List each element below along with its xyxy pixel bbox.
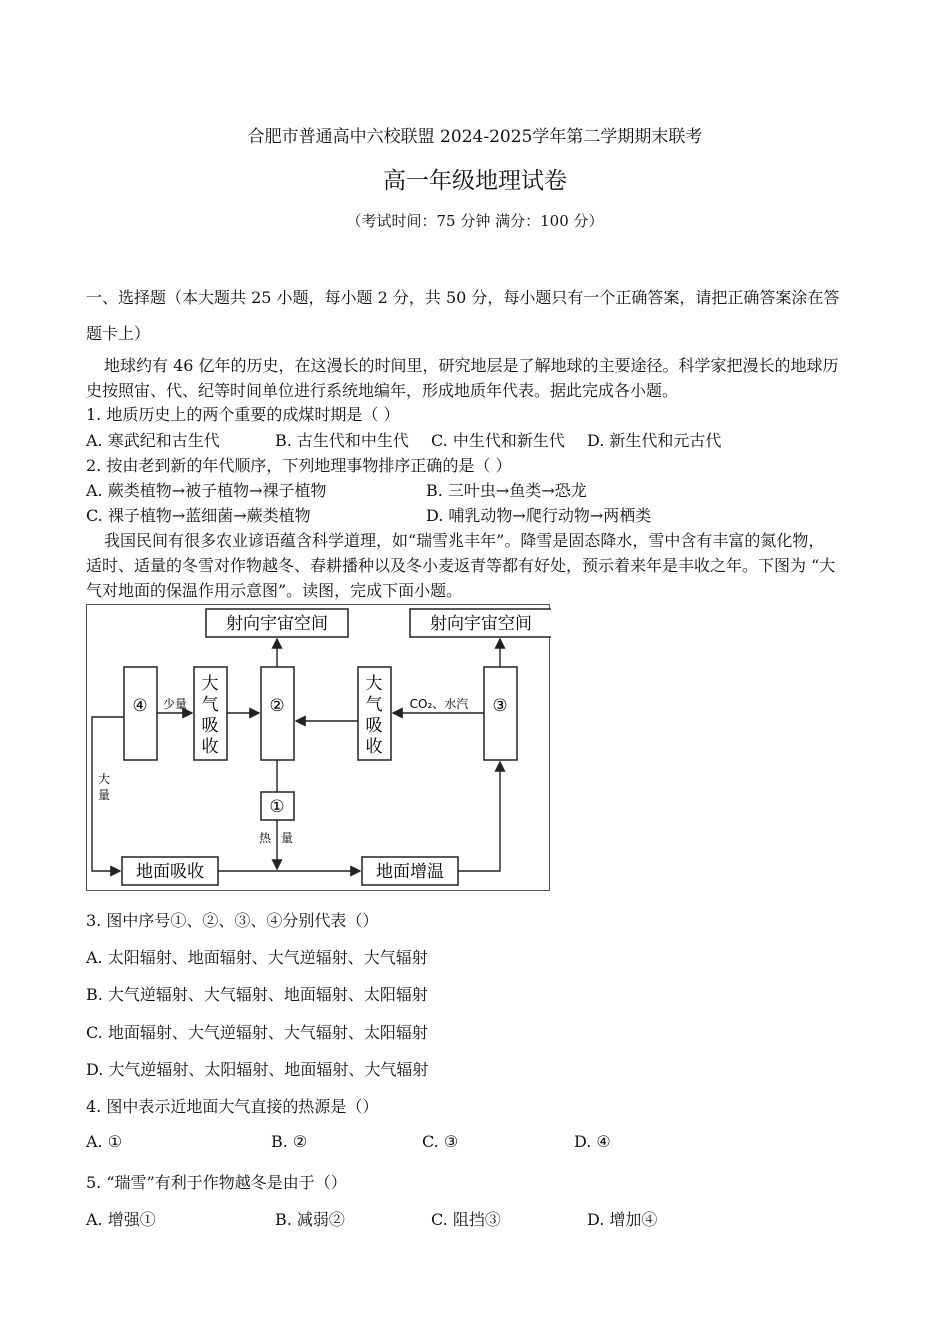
q1-option-a[interactable]: A. 寒武纪和古生代	[86, 431, 220, 450]
label-3: ③	[492, 696, 508, 716]
q5-option-b[interactable]: B. 减弱②	[275, 1210, 345, 1229]
q2-stem: 2. 按由老到新的年代顺序，下列地理事物排序正确的是（ ）	[86, 456, 512, 475]
q4-stem: 4. 图中表示近地面大气直接的热源是（）	[86, 1097, 379, 1116]
q3-option-a[interactable]: A. 太阳辐射、地面辐射、大气逆辐射、大气辐射	[86, 948, 428, 967]
q1-stem: 1. 地质历史上的两个重要的成煤时期是（ ）	[86, 405, 400, 424]
section-heading-line2: 题卡上）	[86, 324, 151, 343]
passage1-line1: 地球约有 46 亿年的历史，在这漫长的时间里，研究地层是了解地球的主要途径。科学家把漫长的地球历	[104, 356, 839, 375]
absorb1-char3: 吸	[201, 716, 219, 736]
exam-info: （考试时间：75 分钟 满分：100 分）	[346, 212, 604, 230]
absorb2-char1: 大	[365, 674, 383, 694]
q4-option-c[interactable]: C. ③	[422, 1132, 459, 1151]
ground-warm-label: 地面增温	[376, 862, 444, 882]
passage1-line2: 史按照宙、代、纪等时间单位进行系统地编年，形成地质年代表。据此完成各小题。	[86, 381, 679, 400]
q4-option-a[interactable]: A. ①	[86, 1132, 123, 1151]
passage2-line1: 我国民间有很多农业谚语蕴含科学道理，如“瑞雪兆丰年”。降雪是固态降水，雪中含有丰富的氮化物，	[104, 531, 825, 550]
passage2-line3: 气对地面的保温作用示意图”。读图，完成下面小题。	[86, 581, 463, 600]
absorb2-char2: 气	[365, 695, 383, 715]
q2-option-a[interactable]: A. 蕨类植物→被子植物→裸子植物	[86, 481, 327, 500]
section-heading-line1: 一、选择题（本大题共 25 小题，每小题 2 分，共 50 分，每小题只有一个正确答案，请把正确答案涂在答	[86, 288, 840, 307]
passage2-line2: 适时、适量的冬雪对作物越冬、春耕播种以及冬小麦返青等都有好处，预示着来年是丰收之年。下图为 “大	[86, 556, 836, 575]
space-right-label: 射向宇宙空间	[430, 614, 532, 634]
absorb1-char4: 收	[201, 737, 219, 757]
q1-option-c[interactable]: C. 中生代和新生代	[431, 431, 565, 450]
diagram-svg	[87, 605, 551, 892]
q3-stem: 3. 图中序号①、②、③、④分别代表（）	[86, 911, 379, 930]
q2-option-b[interactable]: B. 三叶虫→鱼类→恐龙	[426, 481, 587, 500]
absorb1-char2: 气	[201, 695, 219, 715]
q5-option-d[interactable]: D. 增加④	[587, 1210, 658, 1229]
q3-option-d[interactable]: D. 大气逆辐射、太阳辐射、地面辐射、大气辐射	[86, 1060, 429, 1079]
absorb1-char1: 大	[201, 674, 219, 694]
heat-char2: 量	[280, 831, 294, 845]
q4-option-b[interactable]: B. ②	[271, 1132, 308, 1151]
absorb2-char3: 吸	[365, 716, 383, 736]
label-4: ④	[132, 696, 148, 716]
absorb2-char4: 收	[365, 737, 383, 757]
q2-option-d[interactable]: D. 哺乳动物→爬行动物→两栖类	[426, 506, 652, 525]
ground-absorb-label: 地面吸收	[136, 862, 204, 882]
q5-option-c[interactable]: C. 阻挡③	[431, 1210, 501, 1229]
label-1: ①	[269, 797, 285, 817]
q1-option-d[interactable]: D. 新生代和元古代	[587, 431, 722, 450]
space-left-label: 射向宇宙空间	[226, 614, 328, 634]
q5-stem: 5. “瑞雪”有利于作物越冬是由于（）	[86, 1173, 347, 1192]
q2-option-c[interactable]: C. 裸子植物→蓝细菌→蕨类植物	[86, 506, 311, 525]
large-char2: 量	[97, 788, 111, 802]
small-amount-label: 少量	[162, 697, 188, 711]
label-2: ②	[269, 696, 285, 716]
gases-label: CO₂、水汽	[409, 697, 469, 711]
q3-option-c[interactable]: C. 地面辐射、大气逆辐射、大气辐射、太阳辐射	[86, 1023, 428, 1042]
atmosphere-insulation-diagram	[86, 604, 550, 891]
q3-option-b[interactable]: B. 大气逆辐射、大气辐射、地面辐射、太阳辐射	[86, 985, 428, 1004]
arrow-warm-to-3	[458, 762, 500, 871]
heat-char1: 热	[258, 831, 272, 845]
q1-option-b[interactable]: B. 古生代和中生代	[275, 431, 409, 450]
exam-subtitle: 高一年级地理试卷	[383, 168, 567, 194]
large-char1: 大	[97, 772, 111, 786]
exam-title: 合肥市普通高中六校联盟 2024-2025学年第二学期期末联考	[247, 127, 703, 147]
q5-option-a[interactable]: A. 增强①	[86, 1210, 156, 1229]
q4-option-d[interactable]: D. ④	[574, 1132, 611, 1151]
